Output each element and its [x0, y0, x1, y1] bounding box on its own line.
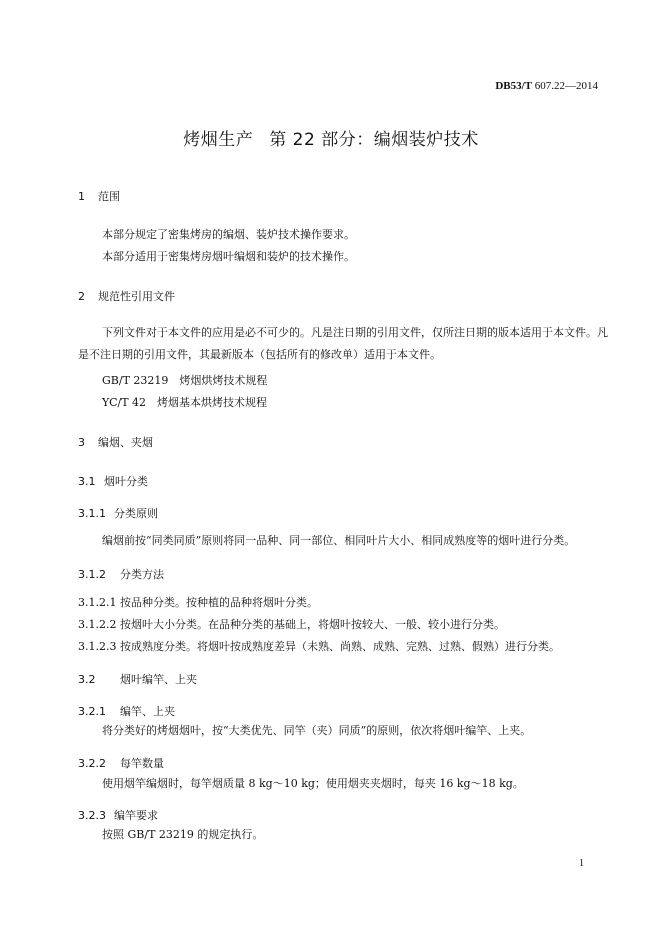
- section-number: 3.2.2: [78, 757, 106, 770]
- paragraph: 将分类好的烤烟烟叶，按“大类优先、同竿（夹）同质”的原则，依次将烟叶编竿、上夹。: [102, 724, 532, 737]
- reference-item: GB/T 23219 烤烟烘烤技术规程: [102, 374, 268, 387]
- section-number: 3.2.1: [78, 705, 106, 718]
- section-title: 烟叶分类: [104, 475, 148, 488]
- section-3-2-3-heading: [78, 807, 158, 823]
- section-title: 范围: [98, 190, 120, 203]
- section-3-1-1-heading: [78, 505, 158, 521]
- list-item: 3.1.2.1 按品种分类。按种植的品种将烟叶分类。: [78, 596, 318, 609]
- section-number: 3: [78, 436, 85, 449]
- section-title: 烟叶编竿、上夹: [120, 673, 197, 686]
- paragraph: 本部分规定了密集烤房的编烟、装炉技术操作要求。: [102, 228, 355, 241]
- section-number: 3.1.1: [78, 507, 106, 520]
- section-title: 每竿数量: [120, 757, 164, 770]
- section-3-2-heading: [78, 671, 197, 687]
- paragraph: 编烟前按“同类同质”原则将同一品种、同一部位、相同叶片大小、相同成熟度等的烟叶进行分类。: [102, 534, 576, 547]
- list-item: 3.1.2.2 按烟叶大小分类。在品种分类的基础上，将烟叶按较大、一般、较小进行分类。: [78, 618, 505, 631]
- section-3-1-heading: [78, 473, 148, 489]
- section-3-2-2-heading: [78, 755, 164, 771]
- section-number: 1: [78, 190, 85, 203]
- list-item: 3.1.2.3 按成熟度分类。将烟叶按成熟度差异（未熟、尚熟、成熟、完熟、过熟、假熟）进行分类。: [78, 640, 560, 653]
- paragraph: 本部分适用于密集烤房烟叶编烟和装炉的技术操作。: [102, 250, 355, 263]
- section-number: 3.2.3: [78, 809, 106, 822]
- page-number: 1: [579, 858, 584, 869]
- section-number: 3.1.2: [78, 568, 106, 581]
- section-title: 编竿要求: [114, 809, 158, 822]
- section-1-heading: [78, 188, 120, 204]
- section-title: 编烟、夹烟: [98, 436, 153, 449]
- paragraph: 按照 GB/T 23219 的规定执行。: [102, 828, 264, 841]
- section-3-heading: [78, 434, 153, 450]
- document-title: [0, 125, 662, 150]
- section-number: 2: [78, 290, 85, 303]
- paragraph: 使用烟竿编烟时，每竿烟质量 8 kg～10 kg；使用烟夹夹烟时，每夹 16 kg～18 kg。: [102, 777, 524, 790]
- section-number: 3.2: [78, 673, 96, 686]
- paragraph: [78, 322, 610, 366]
- section-title: 分类方法: [120, 568, 164, 581]
- section-3-2-1-heading: [78, 703, 175, 719]
- paragraph-text: 下列文件对于本文件的应用是必不可少的。凡是注日期的引用文件，仅所注日期的版本适用于本文件。凡是不注日期的引用文件，其最新版本（包括所有的修改单）适用于本文件。: [78, 326, 608, 361]
- section-title: 分类原则: [114, 507, 158, 520]
- title-part2: 第 22 部分：编烟装炉技术: [269, 130, 479, 150]
- section-number: 3.1: [78, 475, 96, 488]
- standard-code-number: 607.22—2014: [534, 80, 598, 92]
- standard-code-prefix: DB53/T: [495, 80, 532, 92]
- section-title: 规范性引用文件: [98, 290, 175, 303]
- standard-code: [495, 80, 598, 92]
- section-3-1-2-heading: [78, 566, 164, 582]
- section-title: 编竿、上夹: [120, 705, 175, 718]
- reference-item: YC/T 42 烤烟基本烘烤技术规程: [102, 396, 268, 409]
- title-part1: 烤烟生产: [183, 130, 254, 150]
- section-2-heading: [78, 288, 175, 304]
